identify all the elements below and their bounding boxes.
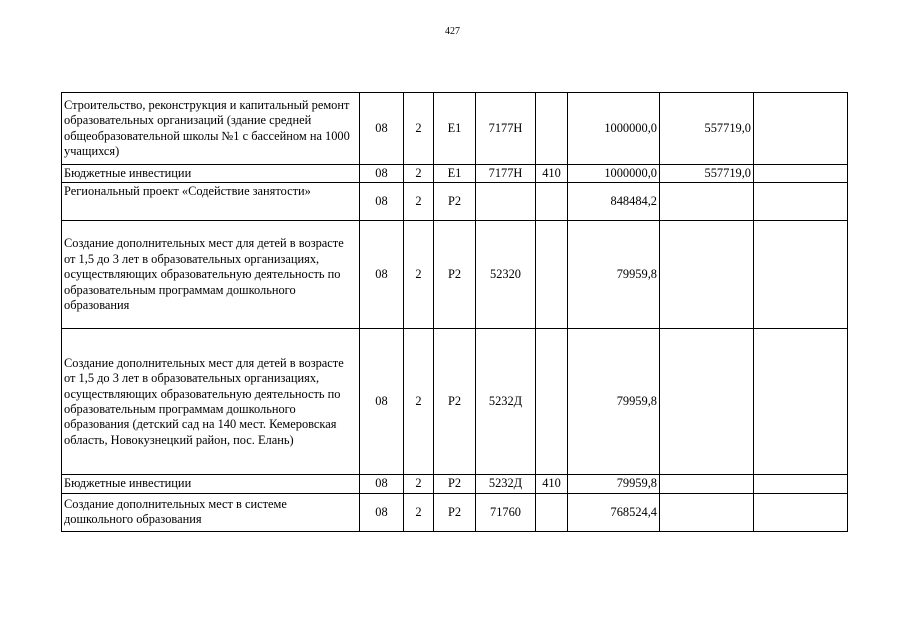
target-code: 71760	[476, 493, 536, 531]
subsection-code: 2	[404, 329, 434, 475]
program-code: P2	[434, 475, 476, 493]
budget-table	[61, 92, 848, 532]
expense-type	[536, 329, 568, 475]
section-code: 08	[360, 165, 404, 183]
expense-type: 410	[536, 165, 568, 183]
amount-3	[754, 329, 848, 475]
section-code: 08	[360, 93, 404, 165]
target-code	[476, 183, 536, 221]
amount-1: 1000000,0	[568, 93, 660, 165]
amount-3	[754, 165, 848, 183]
section-code: 08	[360, 475, 404, 493]
amount-3	[754, 183, 848, 221]
table-row	[62, 493, 848, 531]
table-row	[62, 93, 848, 165]
target-code: 5232Д	[476, 475, 536, 493]
amount-1: 1000000,0	[568, 165, 660, 183]
page-number: 427	[445, 26, 460, 37]
subsection-code: 2	[404, 493, 434, 531]
section-code: 08	[360, 493, 404, 531]
section-code: 08	[360, 329, 404, 475]
program-code: E1	[434, 165, 476, 183]
section-code: 08	[360, 221, 404, 329]
row-name: Создание дополнительных мест в системе дошкольного образования	[62, 493, 360, 531]
expense-type	[536, 493, 568, 531]
program-code: P2	[434, 329, 476, 475]
subsection-code: 2	[404, 165, 434, 183]
program-code: P2	[434, 493, 476, 531]
section-code: 08	[360, 183, 404, 221]
expense-type	[536, 93, 568, 165]
amount-3	[754, 93, 848, 165]
target-code: 7177Н	[476, 93, 536, 165]
program-code: P2	[434, 183, 476, 221]
subsection-code: 2	[404, 475, 434, 493]
expense-type: 410	[536, 475, 568, 493]
amount-1: 848484,2	[568, 183, 660, 221]
amount-2: 557719,0	[660, 93, 754, 165]
amount-2	[660, 221, 754, 329]
expense-type	[536, 221, 568, 329]
target-code: 5232Д	[476, 329, 536, 475]
subsection-code: 2	[404, 183, 434, 221]
table-row	[62, 329, 848, 475]
row-name: Создание дополнительных мест для детей в возрасте от 1,5 до 3 лет в образовательных организациях, осуществляющих образовательную деятельность по образовательным программам дошкольного образования (детский сад на 140 мест. Кемеровская область, Новокузнецкий район, пос. Елань)	[62, 329, 360, 475]
amount-2	[660, 329, 754, 475]
amount-2	[660, 475, 754, 493]
subsection-code: 2	[404, 221, 434, 329]
row-name: Региональный проект «Содействие занятости»	[62, 183, 360, 221]
amount-1: 768524,4	[568, 493, 660, 531]
table-body	[62, 93, 848, 532]
target-code: 52320	[476, 221, 536, 329]
table-row	[62, 221, 848, 329]
subsection-code: 2	[404, 93, 434, 165]
amount-3	[754, 475, 848, 493]
row-name: Строительство, реконструкция и капитальный ремонт образовательных организаций (здание средней общеобразовательной школы №1 с бассейном на 1000 учащихся)	[62, 93, 360, 165]
amount-3	[754, 493, 848, 531]
amount-1: 79959,8	[568, 475, 660, 493]
program-code: E1	[434, 93, 476, 165]
table-row	[62, 165, 848, 183]
target-code: 7177Н	[476, 165, 536, 183]
amount-2: 557719,0	[660, 165, 754, 183]
expense-type	[536, 183, 568, 221]
table-row	[62, 475, 848, 493]
amount-1: 79959,8	[568, 329, 660, 475]
amount-1: 79959,8	[568, 221, 660, 329]
program-code: P2	[434, 221, 476, 329]
row-name: Бюджетные инвестиции	[62, 475, 360, 493]
table-row	[62, 183, 848, 221]
row-name: Создание дополнительных мест для детей в возрасте от 1,5 до 3 лет в образовательных организациях, осуществляющих образовательную деятельность по образовательным программам дошкольного образования	[62, 221, 360, 329]
row-name: Бюджетные инвестиции	[62, 165, 360, 183]
amount-3	[754, 221, 848, 329]
amount-2	[660, 183, 754, 221]
amount-2	[660, 493, 754, 531]
